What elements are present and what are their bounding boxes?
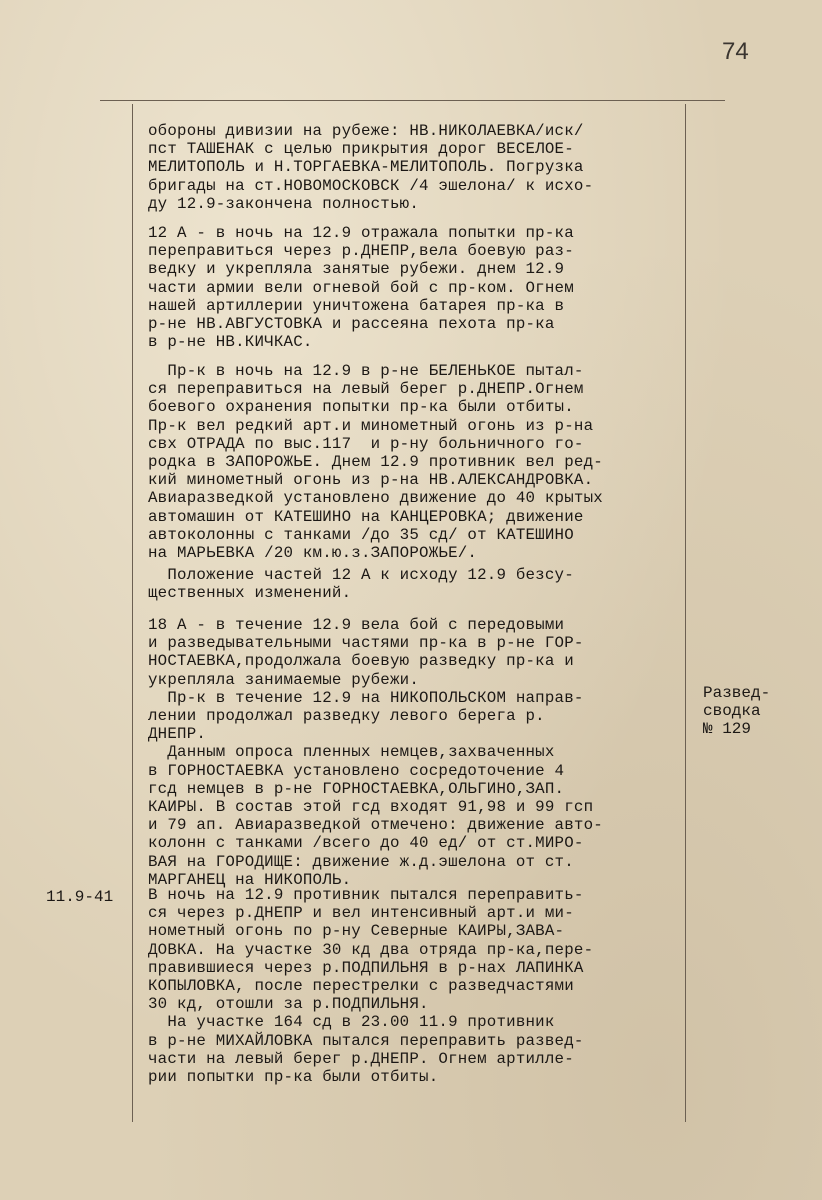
margin-date-note: 11.9-41 bbox=[46, 888, 114, 906]
page-number: 74 bbox=[722, 38, 749, 65]
paragraph-defense-line: обороны дивизии на рубеже: НВ.НИКОЛАЕВКА/иск/ пст ТАШЕНАК с целью прикрытия дорог ВЕСЕЛОЕ- МЕЛИТОПОЛЬ и Н.ТОРГАЕВКА-МЕЛИТОПОЛЬ. Погрузка бригады на ст.НОВОМОСКОВСК /4 эшелона/ к исхо- ду 12.9-закончена полностью. bbox=[148, 122, 594, 213]
paragraph-12-army-position: Положение частей 12 А к исходу 12.9 безсу- щественных изменений. bbox=[148, 566, 574, 603]
margin-intel-report-note: Развед- сводка № 129 bbox=[703, 684, 771, 738]
paragraph-12-army: 12 А - в ночь на 12.9 отражала попытки пр-ка переправиться через р.ДНЕПР,вела боевую раз- ведку и укрепляла занятые рубежи. днем 12.9 части армии вели огневой бой с пр-ком. Огнем нашей артиллерии уничтожена батарея пр-ка в р-не НВ.АВГУСТОВКА и рассеяна пехота пр-ка в р-не НВ.КИЧКАС. bbox=[148, 224, 574, 352]
paragraph-night-crossing: В ночь на 12.9 противник пытался переправить- ся через р.ДНЕПР и вел интенсивный арт.и ми- нометный огонь по р-ну Северные КАИРЫ,ЗАВА- ДОВКА. На участке 30 кд два отряда пр-ка,пере- правившиеся через р.ПОДПИЛЬНЯ в р-нах ЛАПИНКА КОПЫЛОВКА, после перестрелки с разведчастями 30 кд, отошли за р.ПОДПИЛЬНЯ. На участке 164 сд в 23.00 11.9 противник в р-не МИХАЙЛОВКА пытался переправить развед- части на левый берег р.ДНЕПР. Огнем артилле- рии попытки пр-ка были отбиты. bbox=[148, 886, 594, 1087]
left-margin-line bbox=[132, 104, 133, 1122]
paragraph-enemy-belenkoe: Пр-к в ночь на 12.9 в р-не БЕЛЕНЬКОЕ пытал- ся переправиться на левый берег р.ДНЕПР.Огнем боевого охранения попытки пр-ка были отбиты. Пр-к вел редкий арт.и минометный огонь из р-на свх ОТРАДА по выс.117 и р-ну больничного го- родка в ЗАПОРОЖЬЕ. Днем 12.9 противник вел ред- кий минометный огонь из р-на НВ.АЛЕКСАНДРОВКА. Авиаразведкой установлено движение до 40 крытых автомашин от КАТЕШИНО на КАНЦЕРОВКА; движение автоколонны с танками /до 35 сд/ от КАТЕШИНО на МАРЬЕВКА /20 км.ю.з.ЗАПОРОЖЬЕ/. bbox=[148, 362, 603, 563]
paragraph-18-army: 18 А - в течение 12.9 вела бой с передовыми и разведывательными частями пр-ка в р-не ГОР- НОСТАЕВКА,продолжала боевую разведку пр-ка и укрепляла занимаемые рубежи. Пр-к в течение 12.9 на НИКОПОЛЬСКОМ направ- лении продолжал разведку левого берега р. ДНЕПР. Данным опроса пленных немцев,захваченных в ГОРНОСТАЕВКА установлено сосредоточение 4 гсд немцев в р-не ГОРНОСТАЕВКА,ОЛЬГИНО,ЗАП. КАИРЫ. В состав этой гсд входят 91,98 и 99 гсп и 79 ап. Авиаразведкой отмечено: движение авто- колонн с танками /всего до 40 ед/ от ст.МИРО- ВАЯ на ГОРОДИЩЕ: движение ж.д.эшелона от ст. МАРГАНЕЦ на НИКОПОЛЬ. bbox=[148, 616, 603, 889]
top-rule-line bbox=[100, 100, 725, 101]
